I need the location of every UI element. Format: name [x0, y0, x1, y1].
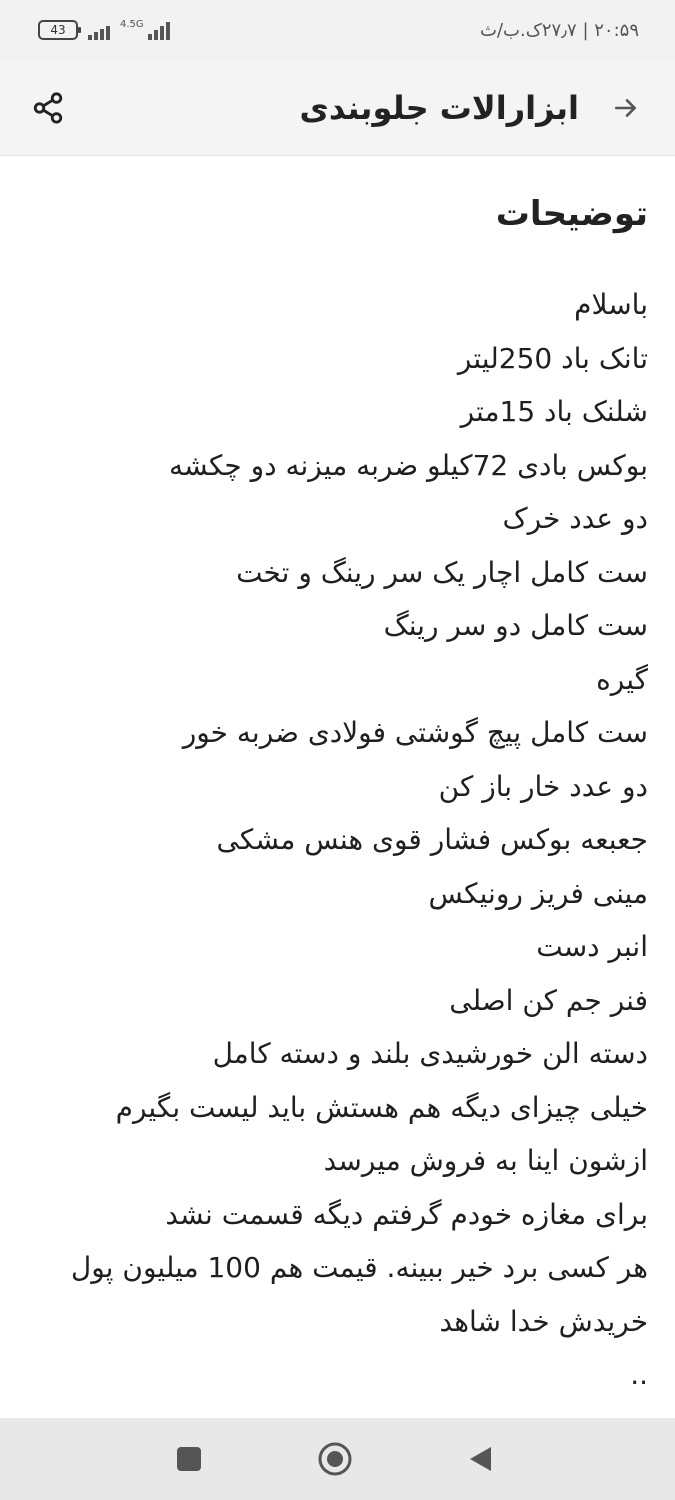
home-circle-icon [318, 1442, 352, 1476]
description-line: فنر جم کن اصلی [449, 983, 648, 1017]
share-icon [31, 91, 65, 125]
network-type: 4.5G [120, 19, 144, 30]
description-line: دو عدد خرک [502, 502, 648, 535]
status-bar [0, 0, 675, 60]
description-line: گیره [596, 662, 648, 696]
home-button[interactable] [318, 1442, 352, 1476]
signal-bars-icon [88, 20, 110, 40]
description-line: خریدش خدا شاهد [439, 1304, 648, 1338]
description-line: ست کامل دو سر رینگ [383, 609, 648, 642]
description-line: خیلی چیزای دیگه هم هستش باید لیست بگیرم [115, 1090, 648, 1124]
description-line: باسلام [574, 288, 648, 321]
description-section [0, 156, 675, 1418]
status-separator: | [582, 19, 589, 41]
recents-button[interactable] [172, 1442, 206, 1476]
status-info [480, 20, 639, 41]
system-nav-bar [0, 1418, 675, 1500]
app-bar [0, 60, 675, 156]
description-line: .. [630, 1358, 648, 1391]
section-title: توضیحات [495, 194, 648, 234]
signal-bars-icon-2 [148, 20, 170, 40]
title-wrap [300, 89, 641, 127]
square-icon [176, 1446, 202, 1472]
description-line: ست کامل پیچ گوشتی فولادی ضربه خور [182, 716, 648, 749]
description-line: جعبعه بوکس فشار قوی هنس مشکی [216, 823, 648, 856]
share-button[interactable] [28, 88, 68, 128]
description-body [24, 278, 648, 1402]
description-line: دسته الن خورشیدی بلند و دسته کامل [212, 1037, 648, 1070]
description-line: تانک باد 250لیتر [457, 341, 648, 375]
description-line: بوکس بادی 72کیلو ضربه میزنه دو چکشه [168, 448, 648, 482]
description-line: انبر دست [536, 930, 648, 963]
arrow-right-icon [613, 95, 639, 121]
description-line: شلنک باد 15متر [460, 395, 648, 428]
clock: ۲۰:۵۹ [594, 19, 639, 41]
triangle-back-icon [467, 1445, 495, 1473]
description-line: دو عدد خار باز کن [438, 769, 648, 803]
system-back-button[interactable] [464, 1442, 498, 1476]
description-line: هر کسی برد خیر ببینه. قیمت هم 100 میلیون پول [70, 1251, 648, 1284]
status-icons [38, 20, 170, 40]
back-button[interactable] [611, 93, 641, 123]
description-line: برای مغازه خودم گرفتم دیگه قسمت نشد [165, 1197, 648, 1231]
description-line: مینی فریز رونیکس [428, 876, 648, 910]
data-speed: ۲۷٫۷ک.ب/ث [480, 19, 577, 41]
network-indicator [120, 20, 170, 40]
page-title: ابزارالات جلوبندی [299, 88, 579, 127]
description-line: ازشون اینا به فروش میرسد [323, 1144, 648, 1177]
battery-icon: 43 [38, 20, 78, 40]
description-line: ست کامل اچار یک سر رینگ و تخت [236, 555, 648, 589]
